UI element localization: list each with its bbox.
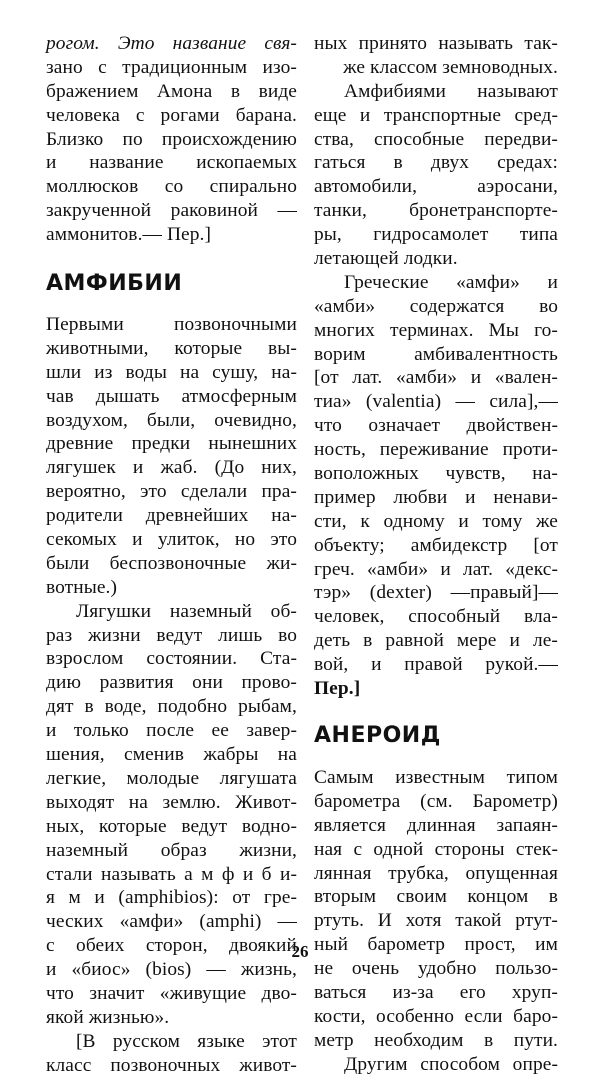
text-line: шли из воды на сушу, на- — [46, 361, 297, 383]
text-line: греч. «амби» и лат. «декс- — [314, 558, 558, 580]
text-line: легкие, молодые лягушата — [46, 767, 297, 789]
paragraph — [46, 313, 297, 600]
text-line: «амби» содержатся во — [314, 295, 558, 317]
text-line: вероятно, это сделали пра- — [46, 481, 297, 503]
text-line: летающей лодки. — [314, 248, 458, 270]
text-line: кости, особенно если баро- — [314, 1005, 558, 1027]
text-line: воздухом, были, очевидно, — [46, 409, 297, 431]
text-line: лянная трубка, опущенная — [314, 862, 558, 884]
section-heading: АМФИБИИ — [46, 271, 183, 297]
text-line: Пер.] — [314, 678, 361, 700]
text-line: дию развития они прово- — [46, 672, 297, 694]
text-line: и «биос» (bios) — жизнь, — [46, 959, 297, 981]
text-line: ства, способные передви- — [314, 128, 558, 150]
right-column — [314, 32, 558, 1077]
text-line: ворим амбивалентность — [314, 343, 558, 365]
text-line: ных, которые ведут водно- — [46, 815, 297, 837]
text-line: с обеих сторон, двоякий — [46, 935, 297, 957]
text-line: ность, переживание проти- — [314, 439, 558, 461]
text-line: вотные.) — [46, 576, 118, 598]
text-line: человек, способный вла- — [314, 606, 558, 628]
paragraph — [46, 600, 297, 1030]
text-line: шения, сменив жабры на — [46, 744, 297, 766]
text-line: вой, и правой рукой.— — [314, 654, 558, 676]
text-line: древние предки нынешних — [46, 433, 297, 455]
text-line: автомобили, аэросани, — [314, 176, 558, 198]
text-line: дят в воде, подобно рыбам, — [46, 696, 297, 718]
text-line: выходят на землю. Живот- — [46, 791, 297, 813]
text-line: тэр» (dexter) —правый]— — [314, 582, 558, 604]
paragraph — [46, 1030, 297, 1078]
text-line: тиа» (valentia) — сила],— — [314, 391, 558, 413]
text-line: закрученной раковиной — — [46, 200, 297, 222]
paragraph — [314, 766, 558, 1077]
text-line: пример любви и ненави- — [314, 486, 558, 508]
text-line: и только после ее завер- — [46, 720, 297, 742]
paragraph — [314, 32, 558, 80]
text-line: ный барометр прост, им — [314, 934, 558, 956]
text-line: является длинная запаян- — [314, 814, 558, 836]
text-line: наземный образ жизни, — [46, 839, 297, 861]
text-line: секомых и улиток, но это — [46, 529, 297, 551]
text-line: Греческие «амфи» и — [344, 271, 558, 293]
text-line: и название ископаемых — [46, 152, 297, 174]
text-line: вторым своим концом в — [314, 886, 558, 908]
text-line: Самым известным типом — [314, 766, 558, 788]
section-heading: АНЕРОИД — [314, 722, 441, 748]
text-line: ческих «амфи» (amphi) — — [46, 911, 297, 933]
text-line: деть в равной мере и ле- — [314, 630, 558, 652]
text-line: танки, бронетранспорте- — [314, 200, 558, 222]
text-line: я м и (amphibios): от гре- — [46, 887, 297, 909]
left-column — [46, 32, 297, 1078]
text-line: [В русском языке этот — [76, 1030, 297, 1052]
intro-paragraph — [46, 32, 297, 247]
text-line: Амфибиями называют — [344, 80, 558, 102]
text-line: чав дышать атмосферным — [46, 385, 297, 407]
text-line: же классом земноводных. — [343, 56, 558, 78]
text-line: класс позвоночных живот- — [46, 1054, 297, 1076]
text-line: ртуть. И хотя такой ртут- — [314, 910, 558, 932]
text-line: ных принято называть так- — [314, 33, 558, 54]
text-line: раз жизни ведут лишь во — [46, 624, 297, 646]
text-line: гаться в двух средах: — [314, 152, 558, 174]
text-line: ваться из-за его хруп- — [314, 981, 558, 1003]
text-line: рогом. Это название свя- — [46, 33, 297, 54]
text-line: Первыми позвоночными — [46, 314, 297, 336]
text-line: моллюсков со спирально — [46, 176, 297, 198]
text-line: Близко по происхождению — [46, 128, 297, 150]
text-line: что значит «живущие дво- — [46, 982, 297, 1004]
text-line: Лягушки наземный об- — [76, 600, 297, 622]
text-line: что означает двойствен- — [314, 415, 558, 437]
text-line: сти, к одному и тому же — [314, 510, 558, 532]
text-line: аммонитов.— Пер.] — [46, 224, 212, 246]
text-line: взрослом состоянии. Ста- — [46, 648, 297, 670]
text-line: барометра (см. Барометр) — [314, 790, 558, 812]
text-line: лягушек и жаб. (До них, — [46, 457, 297, 479]
text-line: зано с традиционным изо- — [46, 56, 297, 78]
text-line: метр необходим в пути. — [314, 1029, 558, 1051]
text-line: объекту; амбидекстр [от — [314, 534, 558, 556]
text-line: еще и транспортные сред- — [314, 104, 558, 126]
text-line: якой жизнью». — [46, 1006, 170, 1028]
text-line: ная с одной стороны стек- — [314, 838, 558, 860]
text-line: не очень удобно пользо- — [314, 958, 558, 980]
text-line: родители древнейших на- — [46, 505, 297, 527]
text-line: животными, которые вы- — [46, 337, 297, 359]
page-number: 26 — [291, 942, 309, 961]
paragraph — [314, 271, 558, 701]
text-line: ры, гидросамолет типа — [314, 224, 558, 246]
text-line: были беспозвоночные жи- — [46, 552, 297, 574]
text-line: человека с рогами барана. — [46, 104, 297, 126]
text-line: стали называть а м ф и б и- — [46, 863, 297, 885]
text-line: воположных чувств, на- — [314, 463, 558, 485]
text-line: многих терминах. Мы го- — [314, 319, 558, 341]
text-line: [от лат. «амби» и «вален- — [314, 367, 558, 389]
text-line: бражением Амона в виде — [46, 80, 297, 102]
paragraph — [314, 80, 558, 271]
text-line: Другим способом опре- — [344, 1053, 558, 1075]
